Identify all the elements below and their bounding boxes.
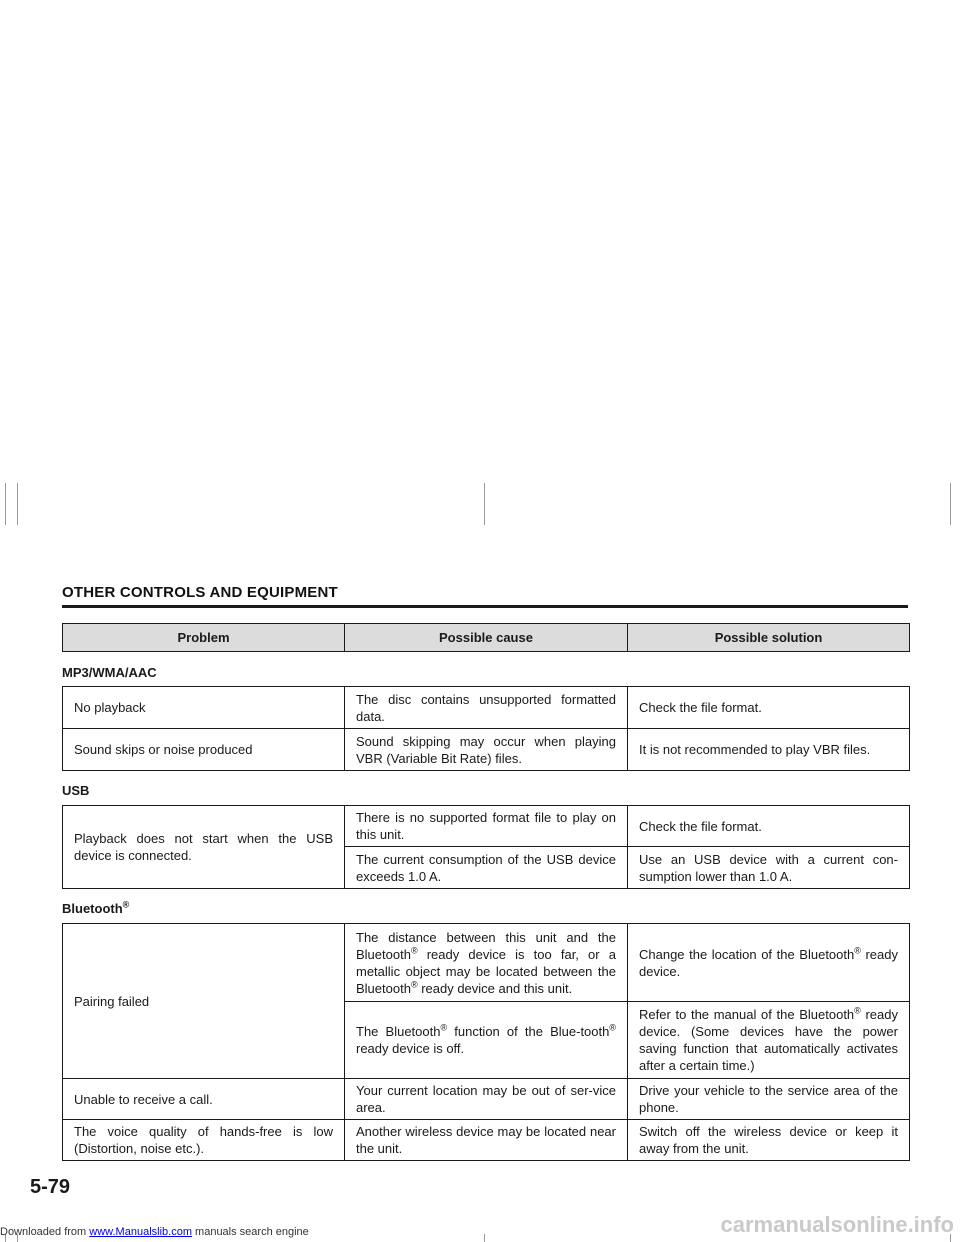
cause-cell: There is no supported format file to play on this unit. bbox=[345, 806, 628, 847]
cause-text: ready device and this unit. bbox=[417, 980, 573, 996]
section-header bbox=[62, 584, 908, 608]
solution-cell bbox=[628, 1002, 910, 1079]
problem-cell: Pairing failed bbox=[63, 924, 345, 1079]
crop-mark bbox=[950, 483, 951, 525]
mp3-table bbox=[62, 686, 910, 771]
section-title: OTHER CONTROLS AND EQUIPMENT bbox=[62, 584, 338, 601]
table-row bbox=[63, 1079, 910, 1120]
crop-mark bbox=[5, 483, 6, 525]
cause-cell: Another wireless device may be located near the unit. bbox=[345, 1120, 628, 1161]
bluetooth-table bbox=[62, 923, 910, 1161]
section-label-bluetooth bbox=[62, 901, 129, 916]
crop-mark bbox=[484, 483, 485, 525]
registered-mark: ® bbox=[854, 1005, 861, 1016]
cause-cell: Sound skipping may occur when playing VBR (Variable Bit Rate) files. bbox=[345, 729, 628, 771]
solution-cell: Drive your vehicle to the service area of the phone. bbox=[628, 1079, 910, 1120]
cause-cell bbox=[345, 924, 628, 1002]
registered-mark: ® bbox=[609, 1022, 616, 1033]
registered-mark: ® bbox=[122, 899, 130, 910]
crop-mark bbox=[17, 483, 18, 525]
solution-cell: It is not recommended to play VBR files. bbox=[628, 729, 910, 771]
solution-text: ready device. bbox=[639, 946, 898, 979]
section-label-mp3: MP3/WMA/AAC bbox=[62, 665, 157, 680]
registered-mark: ® bbox=[410, 979, 418, 990]
col-header-solution: Possible solution bbox=[628, 624, 910, 652]
registered-mark: ® bbox=[440, 1022, 448, 1033]
cause-text: The Bluetooth bbox=[356, 1024, 441, 1039]
manualslib-link[interactable]: www.Manualslib.com bbox=[89, 1226, 192, 1238]
bluetooth-label-text: Bluetooth bbox=[62, 901, 123, 916]
usb-table bbox=[62, 805, 910, 889]
watermark: carmanualsonline.info bbox=[720, 1212, 954, 1237]
table-row bbox=[63, 687, 910, 729]
header-rule bbox=[62, 605, 908, 608]
crop-mark bbox=[484, 1234, 485, 1242]
cause-text: The distance between this unit and the Bluetooth bbox=[356, 929, 616, 962]
table-row bbox=[63, 729, 910, 771]
table-row bbox=[63, 1120, 910, 1161]
problem-cell: Sound skips or noise produced bbox=[63, 729, 345, 771]
col-header-problem: Problem bbox=[63, 624, 345, 652]
cause-cell bbox=[345, 1002, 628, 1079]
page-number: 5-79 bbox=[30, 1176, 71, 1198]
column-header-table bbox=[62, 623, 910, 652]
solution-cell bbox=[628, 924, 910, 1002]
cause-cell: The current consumption of the USB device exceeds 1.0 A. bbox=[345, 847, 628, 889]
cause-cell: The disc contains unsupported formatted data. bbox=[345, 687, 628, 729]
solution-text: Change the location of the Bluetooth bbox=[639, 946, 855, 962]
solution-text: Refer to the manual of the Bluetooth bbox=[639, 1007, 855, 1022]
problem-cell: Unable to receive a call. bbox=[63, 1079, 345, 1120]
registered-mark: ® bbox=[410, 945, 418, 956]
registered-mark: ® bbox=[854, 945, 861, 956]
cause-text: function of the Blue-tooth bbox=[447, 1024, 610, 1039]
section-label-usb: USB bbox=[62, 783, 90, 798]
solution-cell: Check the file format. bbox=[628, 806, 910, 847]
cause-cell: Your current location may be out of ser-vice area. bbox=[345, 1079, 628, 1120]
solution-text: ready device. (Some devices have the power saving function that automatically activates after a certain time.) bbox=[639, 1007, 898, 1073]
solution-cell: Use an USB device with a current con-sumption lower than 1.0 A. bbox=[628, 847, 910, 889]
solution-cell: Switch off the wireless device or keep it away from the unit. bbox=[628, 1120, 910, 1161]
download-footer bbox=[0, 1226, 309, 1238]
footer-prefix: Downloaded from bbox=[0, 1226, 90, 1238]
problem-cell: No playback bbox=[63, 687, 345, 729]
footer-suffix: manuals search engine bbox=[191, 1226, 309, 1238]
cause-text: ready device is off. bbox=[356, 1041, 465, 1056]
cause-text: ready device is too far, or a metallic object may be located between the Bluetooth bbox=[356, 946, 616, 996]
col-header-cause: Possible cause bbox=[345, 624, 628, 652]
problem-cell: Playback does not start when the USB device is connected. bbox=[63, 806, 345, 889]
table-row bbox=[63, 924, 910, 1002]
table-row bbox=[63, 806, 910, 847]
problem-cell: The voice quality of hands-free is low (Distortion, noise etc.). bbox=[63, 1120, 345, 1161]
solution-cell: Check the file format. bbox=[628, 687, 910, 729]
